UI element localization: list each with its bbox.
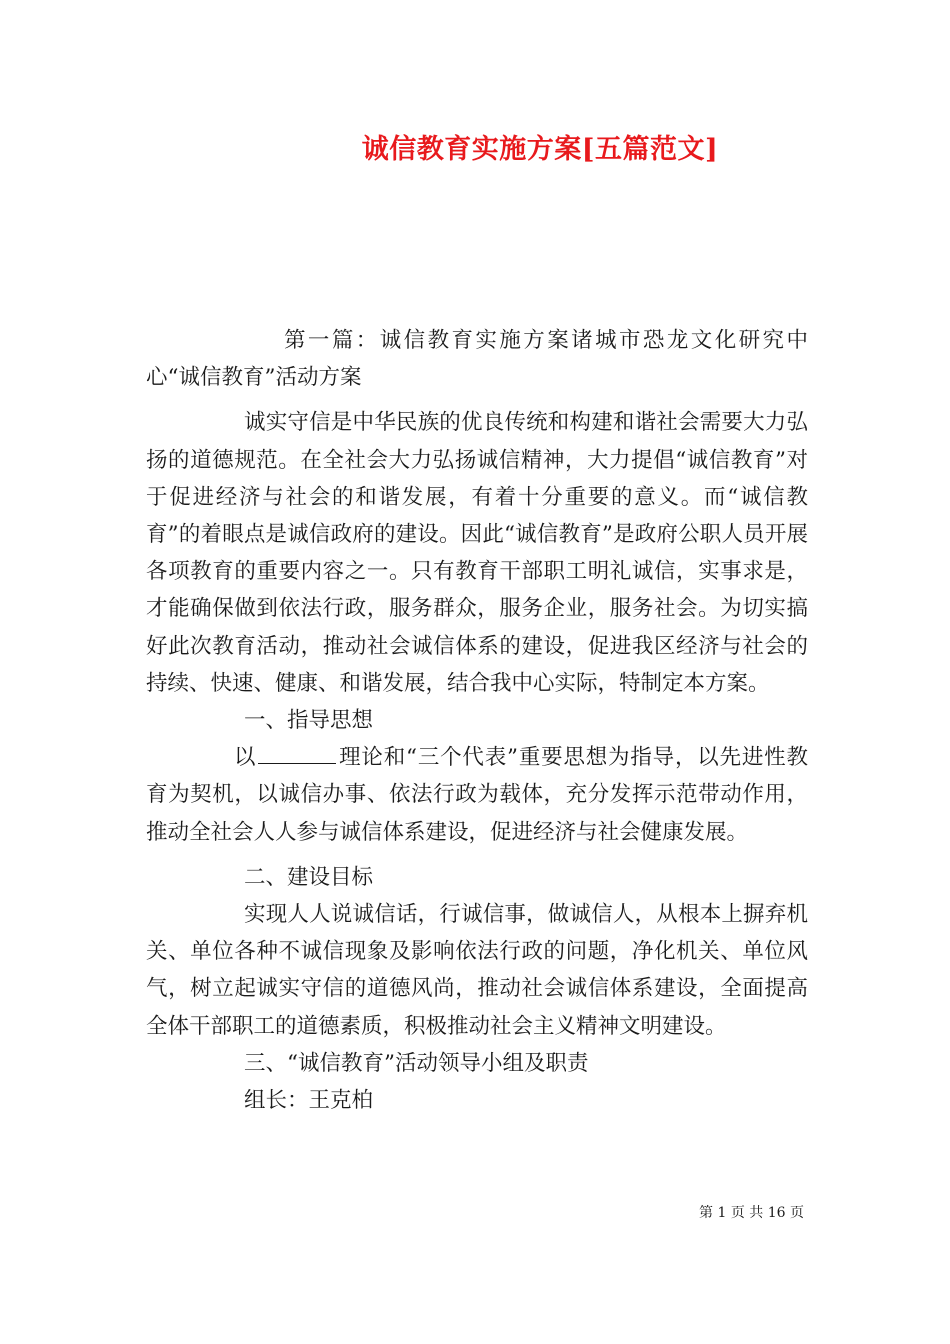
section-1-prefix: 以 [234,745,257,771]
section-1-heading: 一、指导思想 [244,708,374,734]
section-1-paragraph [146,739,808,851]
section-1-text: 理论和“三个代表”重要思想为指导，以先进性教育为契机，以诚信办事、依法行政为载体，充分发挥示范带动作用，推动全社会人人参与诚信体系建设，促进经济与社会健康发展。 [146,745,808,845]
section-2-paragraph: 实现人人说诚信话，行诚信事，做诚信人，从根本上摒弃机关、单位各种不诚信现象及影响依法行政的问题，净化机关、单位风气，树立起诚实守信的道德风尚，推动社会诚信体系建设，全面提高全体干部职工的道德素质，积极推动社会主义精神文明建设。 [146,902,808,1039]
intro-paragraph: 诚实守信是中华民族的优良传统和构建和谐社会需要大力弘扬的道德规范。在全社会大力弘扬诚信精神，大力提倡“诚信教育”对于促进经济与社会的和谐发展，有着十分重要的意义。而“诚信教育”的着眼点是诚信政府的建设。因此“诚信教育”是政府公职人员开展各项教育的重要内容之一。只有教育干部职工明礼诚信，实事求是，才能确保做到依法行政，服务群众，服务企业，服务社会。为切实搞好此次教育活动，推动社会诚信体系的建设，促进我区经济与社会的持续、快速、健康、和谐发展，结合我中心实际，特制定本方案。 [146,410,808,696]
section-3-heading: 三、“诚信教育”活动领导小组及职责 [244,1050,589,1076]
document-body [146,322,808,1119]
page-number-label: 第 1 页 共 16 页 [699,1205,804,1221]
leader-line: 组长：王克柏 [244,1088,374,1114]
fill-in-blank [258,742,336,765]
document-title: 诚信教育实施方案[五篇范文] [361,134,719,165]
page-footer [699,1203,804,1223]
section-2-heading: 二、建设目标 [244,864,374,890]
article-heading: 第一篇：诚信教育实施方案诸城市恐龙文化研究中心“诚信教育”活动方案 [146,328,808,391]
